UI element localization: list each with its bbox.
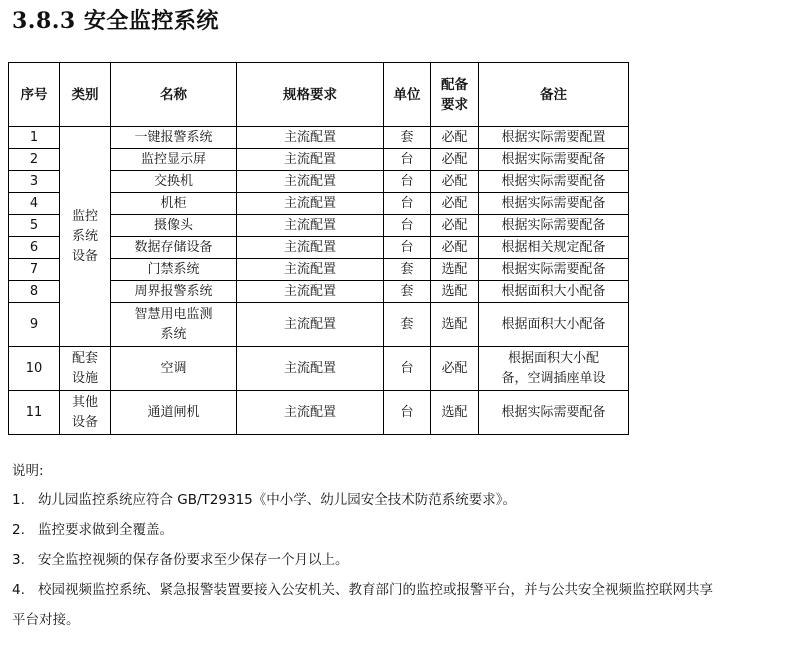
- cell-spec: 主流配置: [237, 149, 384, 171]
- note-number: 4.: [12, 582, 25, 598]
- cell-index: 6: [9, 237, 60, 259]
- cell-name-line1: 智慧用电监测: [134, 306, 213, 322]
- header-name: 名称: [111, 63, 237, 127]
- cell-index: 11: [9, 391, 60, 435]
- category-line: 设备: [71, 248, 98, 264]
- category-other: [60, 391, 111, 435]
- cell-spec: 主流配置: [237, 193, 384, 215]
- cell-spec: 主流配置: [237, 391, 384, 435]
- cell-required: 必配: [431, 171, 479, 193]
- cell-required: 必配: [431, 347, 479, 391]
- cell-required: 选配: [431, 303, 479, 347]
- header-required-line1: 配备: [441, 76, 468, 93]
- cell-name: 监控显示屏: [111, 149, 237, 171]
- cell-unit: 台: [384, 237, 431, 259]
- equipment-table: [8, 62, 629, 435]
- cell-note-line1: 根据面积大小配: [507, 350, 599, 366]
- cell-note: 根据面积大小配备: [479, 281, 629, 303]
- note-item: [12, 575, 798, 605]
- cell-spec: 主流配置: [237, 171, 384, 193]
- cell-unit: 套: [384, 127, 431, 149]
- table-header-row: [9, 63, 629, 127]
- cell-required: 必配: [431, 127, 479, 149]
- table-row: [9, 347, 629, 391]
- cell-required: 选配: [431, 391, 479, 435]
- cell-note: 根据相关规定配备: [479, 237, 629, 259]
- cell-required: 选配: [431, 259, 479, 281]
- cell-name: 门禁系统: [111, 259, 237, 281]
- header-index: 序号: [9, 63, 60, 127]
- cell-note-line2: 备，空调插座单设: [501, 370, 606, 386]
- table-row: [9, 391, 629, 435]
- header-required: [431, 63, 479, 127]
- category-monitor: [60, 127, 111, 347]
- note-text: 幼儿园监控系统应符合 GB/T29315《中小学、幼儿园安全技术防范系统要求》。: [38, 492, 517, 508]
- category-line: 设备: [71, 414, 98, 430]
- header-required-line2: 要求: [441, 96, 468, 113]
- cell-note: 根据实际需要配备: [479, 149, 629, 171]
- note-number: 1.: [12, 492, 25, 508]
- cell-spec: 主流配置: [237, 347, 384, 391]
- cell-name: [111, 303, 237, 347]
- cell-required: 选配: [431, 281, 479, 303]
- cell-required: 必配: [431, 149, 479, 171]
- note-item: [12, 485, 798, 515]
- cell-name-line2: 系统: [160, 326, 187, 342]
- header-note: 备注: [479, 63, 629, 127]
- cell-unit: 套: [384, 259, 431, 281]
- cell-spec: 主流配置: [237, 127, 384, 149]
- cell-note: 根据实际需要配备: [479, 259, 629, 281]
- section-number: 3.8.3: [12, 8, 76, 34]
- header-category: 类别: [60, 63, 111, 127]
- cell-index: 2: [9, 149, 60, 171]
- cell-name: 周界报警系统: [111, 281, 237, 303]
- cell-index: 3: [9, 171, 60, 193]
- cell-index: 4: [9, 193, 60, 215]
- cell-unit: 套: [384, 281, 431, 303]
- cell-name: 机柜: [111, 193, 237, 215]
- category-support: [60, 347, 111, 391]
- notes-title: 说明:: [12, 463, 44, 479]
- cell-spec: 主流配置: [237, 259, 384, 281]
- cell-index: 7: [9, 259, 60, 281]
- cell-name: 数据存储设备: [111, 237, 237, 259]
- cell-required: 必配: [431, 193, 479, 215]
- cell-note: 根据实际需要配备: [479, 215, 629, 237]
- note-item: [12, 545, 798, 575]
- cell-note: [479, 347, 629, 391]
- cell-required: 必配: [431, 215, 479, 237]
- cell-index: 1: [9, 127, 60, 149]
- cell-name: 通道闸机: [111, 391, 237, 435]
- cell-note: 根据面积大小配备: [479, 303, 629, 347]
- note-text: 安全监控视频的保存备份要求至少保存一个月以上。: [38, 552, 349, 568]
- note-item: [12, 515, 798, 545]
- cell-unit: 台: [384, 391, 431, 435]
- note-number: 3.: [12, 552, 25, 568]
- cell-index: 8: [9, 281, 60, 303]
- cell-unit: 套: [384, 303, 431, 347]
- section-title: 安全监控系统: [83, 8, 219, 34]
- cell-unit: 台: [384, 193, 431, 215]
- cell-name: 空调: [111, 347, 237, 391]
- cell-index: 9: [9, 303, 60, 347]
- category-line: 配套: [71, 350, 98, 366]
- note-text: 校园视频监控系统、紧急报警装置要接入公安机关、教育部门的监控或报警平台，并与公共安全视频监控联网共享: [38, 582, 713, 598]
- cell-name: 交换机: [111, 171, 237, 193]
- cell-unit: 台: [384, 171, 431, 193]
- cell-note: 根据实际需要配备: [479, 193, 629, 215]
- header-unit: 单位: [384, 63, 431, 127]
- category-line: 其他: [71, 394, 98, 410]
- cell-spec: 主流配置: [237, 215, 384, 237]
- section-heading: [12, 4, 219, 35]
- note-item-continuation: 平台对接。: [12, 612, 80, 628]
- category-line: 系统: [71, 228, 98, 244]
- cell-spec: 主流配置: [237, 303, 384, 347]
- category-line: 设施: [71, 370, 98, 386]
- cell-index: 10: [9, 347, 60, 391]
- note-text: 监控要求做到全覆盖。: [38, 522, 173, 538]
- cell-unit: 台: [384, 149, 431, 171]
- cell-required: 必配: [431, 237, 479, 259]
- cell-unit: 台: [384, 215, 431, 237]
- note-number: 2.: [12, 522, 25, 538]
- cell-name: 摄像头: [111, 215, 237, 237]
- cell-spec: 主流配置: [237, 237, 384, 259]
- cell-note: 根据实际需要配置: [479, 127, 629, 149]
- table-row: [9, 127, 629, 149]
- header-spec: 规格要求: [237, 63, 384, 127]
- cell-unit: 台: [384, 347, 431, 391]
- notes-section: [12, 457, 798, 635]
- category-line: 监控: [71, 208, 98, 224]
- cell-note: 根据实际需要配备: [479, 391, 629, 435]
- cell-index: 5: [9, 215, 60, 237]
- cell-note: 根据实际需要配备: [479, 171, 629, 193]
- cell-spec: 主流配置: [237, 281, 384, 303]
- cell-name: 一键报警系统: [111, 127, 237, 149]
